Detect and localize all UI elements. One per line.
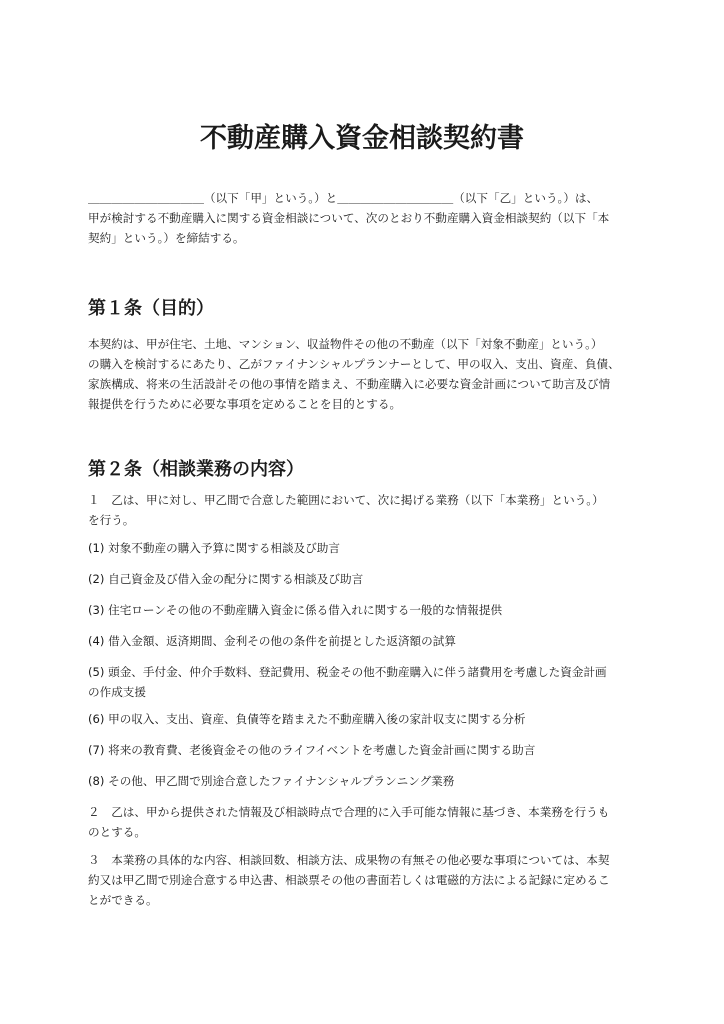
- article-2-item-1: [88, 538, 648, 558]
- list-item-line: (7) 将来の教育費、老後資金その他のライフイベントを考慮した資金計画に関する助言: [88, 743, 536, 757]
- list-item-line: (8) その他、甲乙間で別途合意したファイナンシャルプランニング業務: [88, 774, 455, 788]
- list-item-line: (6) 甲の収入、支出、資産、負債等を踏まえた不動産購入後の家計収支に関する分析: [88, 712, 526, 726]
- article-1-line: の購入を検討するにあたり、乙がファイナンシャルプランナーとして、甲の収入、支出、資産、負債、: [88, 357, 620, 371]
- list-item-line: (4) 借入金額、返済期間、金利その他の条件を前提とした返済額の試算: [88, 634, 456, 648]
- clause-line: を行う。: [88, 513, 135, 527]
- preamble-line: 甲が検討する不動産購入に関する資金相談について、次のとおり不動産購入資金相談契約（以下「本: [88, 211, 610, 225]
- list-item-line: (2) 自己資金及び借入金の配分に関する相談及び助言: [88, 572, 364, 586]
- article-2-clause-2: [88, 802, 648, 842]
- preamble-line: ＿＿＿＿＿＿＿＿＿＿（以下「甲」という。）と＿＿＿＿＿＿＿＿＿＿（以下「乙」という。）は、: [88, 191, 599, 205]
- article-1-line: 家族構成、将来の生活設計その他の事情を踏まえ、不動産購入に必要な資金計画について助言及び情: [88, 377, 611, 391]
- article-1-line: 報提供を行うために必要な事項を定めることを目的とする。: [88, 397, 402, 411]
- article-2-item-4: [88, 631, 648, 651]
- clause-line: １ 乙は、甲に対し、甲乙間で合意した範囲において、次に掲げる業務（以下「本業務」という。）: [88, 493, 604, 507]
- article-1-line: 本契約は、甲が住宅、土地、マンション、収益物件その他の不動産（以下「対象不動産」という。）: [88, 337, 603, 351]
- clause-line: のとする。: [88, 825, 146, 839]
- list-item-line: (5) 頭金、手付金、仲介手数料、登記費用、税金その他不動産購入に伴う諸費用を考慮した資金計画: [88, 665, 607, 679]
- article-2-item-3: [88, 600, 648, 620]
- article-2-item-7: [88, 740, 648, 760]
- clause-line: ２ 乙は、甲から提供された情報及び相談時点で合理的に入手可能な情報に基づき、本業務を行うも: [88, 805, 610, 819]
- article-2-item-2: [88, 569, 648, 589]
- article-2-item-8: [88, 771, 648, 791]
- clause-line: ３ 本業務の具体的な内容、相談回数、相談方法、成果物の有無その他必要な事項については、本契: [88, 853, 610, 867]
- article-2-heading: 第２条（相談業務の内容）: [88, 459, 304, 480]
- list-item-line: (3) 住宅ローンその他の不動産購入資金に係る借入れに関する一般的な情報提供: [88, 603, 503, 617]
- article-2-item-6: [88, 709, 648, 729]
- clause-line: とができる。: [88, 893, 158, 907]
- document-title: 不動産購入資金相談契約書: [200, 123, 524, 154]
- article-2-item-5: [88, 662, 648, 702]
- article-2-clause-3: [88, 850, 648, 910]
- preamble: [88, 188, 648, 248]
- list-item-line: の作成支援: [88, 685, 146, 699]
- preamble-line: 契約」という。）を締結する。: [88, 231, 245, 245]
- clause-line: 約又は甲乙間で別途合意する申込書、相談票その他の書面若しくは電磁的方法による記録に定めるこ: [88, 873, 610, 887]
- article-2-clause-1: [88, 490, 648, 530]
- article-1-body: [88, 334, 648, 414]
- list-item-line: (1) 対象不動産の購入予算に関する相談及び助言: [88, 541, 340, 555]
- article-1-heading: 第１条（目的）: [88, 298, 214, 319]
